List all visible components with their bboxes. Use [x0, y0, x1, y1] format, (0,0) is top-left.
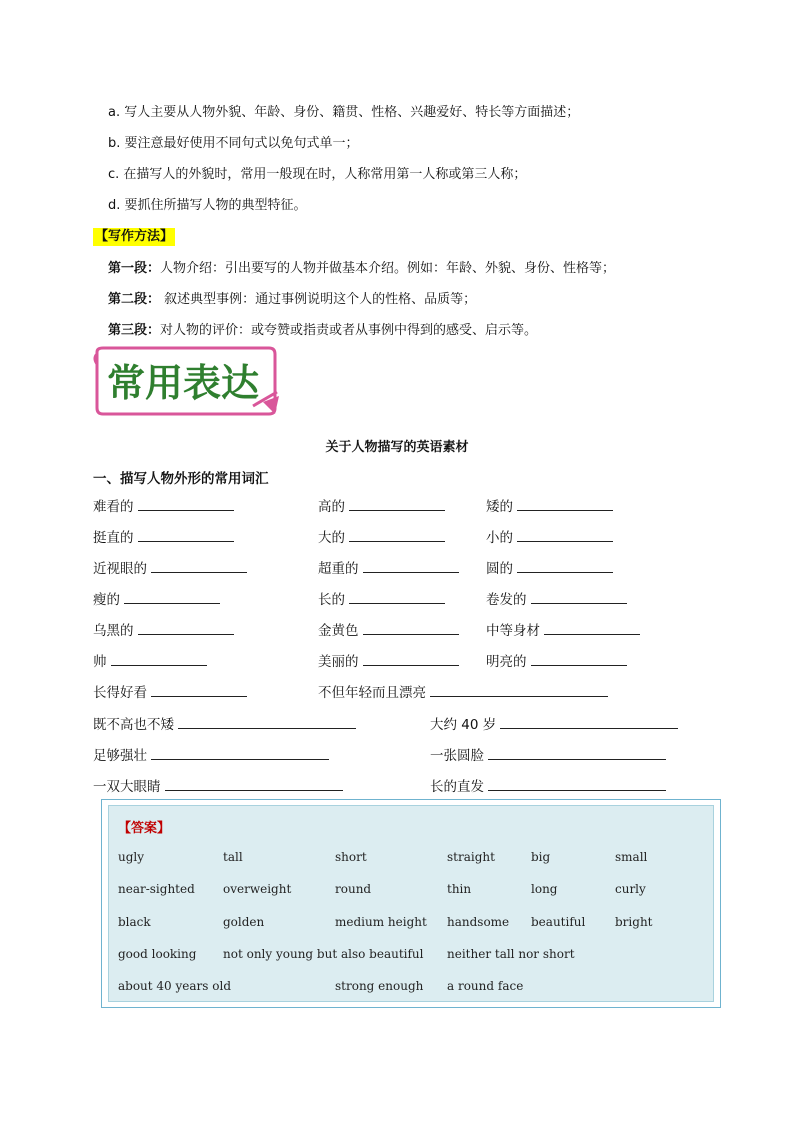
answer-blank[interactable] — [138, 528, 234, 542]
answer-blank[interactable] — [349, 497, 445, 511]
vocab-item: 既不高也不矮 — [93, 715, 356, 734]
vocab-item: 挺直的 — [93, 528, 234, 547]
answer-item: tall — [223, 850, 243, 864]
answer-blank[interactable] — [363, 621, 459, 635]
answer-blank[interactable] — [517, 497, 613, 511]
vocab-item: 长的直发 — [430, 777, 666, 796]
vocab-item: 明亮的 — [486, 652, 627, 671]
answer-blank[interactable] — [138, 497, 234, 511]
answer-item: straight — [447, 850, 495, 864]
answer-item: bright — [615, 915, 653, 929]
answer-blank[interactable] — [151, 746, 329, 760]
rule-a: a. 写人主要从人物外貌、年龄、身份、籍贯、性格、兴趣爱好、特长等方面描述； — [108, 105, 580, 120]
answer-blank[interactable] — [500, 715, 678, 729]
vocab-item: 高的 — [318, 497, 445, 516]
vocab-item: 一张圆脸 — [430, 746, 666, 765]
vocab-item: 近视眼的 — [93, 559, 247, 578]
vocab-item: 帅 — [93, 652, 207, 671]
answer-box — [108, 805, 714, 1002]
answer-blank[interactable] — [363, 559, 459, 573]
vocab-item: 超重的 — [318, 559, 459, 578]
vocab-item: 长的 — [318, 590, 445, 609]
answer-item: near-sighted — [118, 882, 195, 896]
answer-item: curly — [615, 882, 646, 896]
vocab-item: 一双大眼睛 — [93, 777, 343, 796]
paragraph-2 — [108, 291, 476, 309]
answer-item: long — [531, 882, 558, 896]
answer-item: neither tall nor short — [447, 947, 575, 961]
vocab-item: 大的 — [318, 528, 445, 547]
answer-item: strong enough — [335, 979, 424, 993]
answer-blank[interactable] — [165, 777, 343, 791]
vocab-item: 大约 40 岁 — [430, 715, 678, 734]
vocab-item: 圆的 — [486, 559, 613, 578]
rule-d: d. 要抓住所描写人物的典型特征。 — [108, 198, 307, 213]
vocab-item: 矮的 — [486, 497, 613, 516]
answer-item: ugly — [118, 850, 145, 864]
answer-item: about 40 years old — [118, 979, 231, 993]
answer-blank[interactable] — [138, 621, 234, 635]
answer-blank[interactable] — [111, 652, 207, 666]
answer-blank[interactable] — [349, 528, 445, 542]
vocab-item: 不但年轻而且漂亮 — [318, 683, 608, 702]
vocab-item: 难看的 — [93, 497, 234, 516]
rule-c: c. 在描写人的外貌时，常用一般现在时，人称常用第一人称或第三人称； — [108, 167, 527, 182]
writing-method-tag: 【写作方法】 — [95, 229, 174, 244]
vocab-item: 金黄色 — [318, 621, 459, 640]
rule-b: b. 要注意最好使用不同句式以免句式单一； — [108, 136, 359, 151]
answer-item: not only young but also beautiful — [223, 947, 424, 961]
answer-blank[interactable] — [517, 528, 613, 542]
answer-item: good looking — [118, 947, 197, 961]
vocab-item: 卷发的 — [486, 590, 627, 609]
answer-tag: 【答案】 — [118, 821, 171, 836]
answer-blank[interactable] — [517, 559, 613, 573]
answer-blank[interactable] — [151, 559, 247, 573]
answer-blank[interactable] — [430, 683, 608, 697]
answer-blank[interactable] — [488, 746, 666, 760]
answer-item: beautiful — [531, 915, 586, 929]
paragraph-2-label: 第二段： — [108, 292, 161, 307]
answer-blank[interactable] — [488, 777, 666, 791]
answer-blank[interactable] — [531, 652, 627, 666]
answer-blank[interactable] — [178, 715, 356, 729]
answer-blank[interactable] — [544, 621, 640, 635]
document-title: 关于人物描写的英语素材 — [325, 440, 469, 455]
common-expressions-banner — [93, 346, 279, 416]
vocab-item: 长得好看 — [93, 683, 247, 702]
answer-blank[interactable] — [349, 590, 445, 604]
banner-text: 常用表达 — [106, 360, 260, 405]
answer-blank[interactable] — [363, 652, 459, 666]
vocab-item: 中等身材 — [486, 621, 640, 640]
answer-item: golden — [223, 915, 265, 929]
answer-item: overweight — [223, 882, 292, 896]
section-title: 一、描写人物外形的常用词汇 — [93, 471, 269, 487]
vocab-item: 美丽的 — [318, 652, 459, 671]
paragraph-1-text: 人物介绍：引出要写的人物并做基本介绍。例如：年龄、外貌、身份、性格等； — [160, 261, 616, 276]
answer-item: medium height — [335, 915, 427, 929]
answer-item: handsome — [447, 915, 510, 929]
vocab-item: 瘦的 — [93, 590, 220, 609]
answer-blank[interactable] — [151, 683, 247, 697]
answer-item: thin — [447, 882, 472, 896]
paragraph-3-text: 对人物的评价：或夸赞或指责或者从事例中得到的感受、启示等。 — [160, 323, 538, 338]
paragraph-1-label: 第一段： — [108, 261, 161, 276]
answer-item: a round face — [447, 979, 524, 993]
answer-item: black — [118, 915, 151, 929]
answer-item: small — [615, 850, 648, 864]
paragraph-3-label: 第三段： — [108, 323, 161, 338]
answer-blank[interactable] — [531, 590, 627, 604]
vocab-item: 乌黑的 — [93, 621, 234, 640]
answer-blank[interactable] — [124, 590, 220, 604]
paragraph-3 — [108, 322, 537, 340]
vocab-item: 小的 — [486, 528, 613, 547]
answer-item: round — [335, 882, 372, 896]
answer-item: short — [335, 850, 367, 864]
paragraph-1 — [108, 260, 615, 278]
vocab-item: 足够强壮 — [93, 746, 329, 765]
paragraph-2-text: 叙述典型事例：通过事例说明这个人的性格、品质等； — [160, 292, 477, 307]
answer-item: big — [531, 850, 551, 864]
